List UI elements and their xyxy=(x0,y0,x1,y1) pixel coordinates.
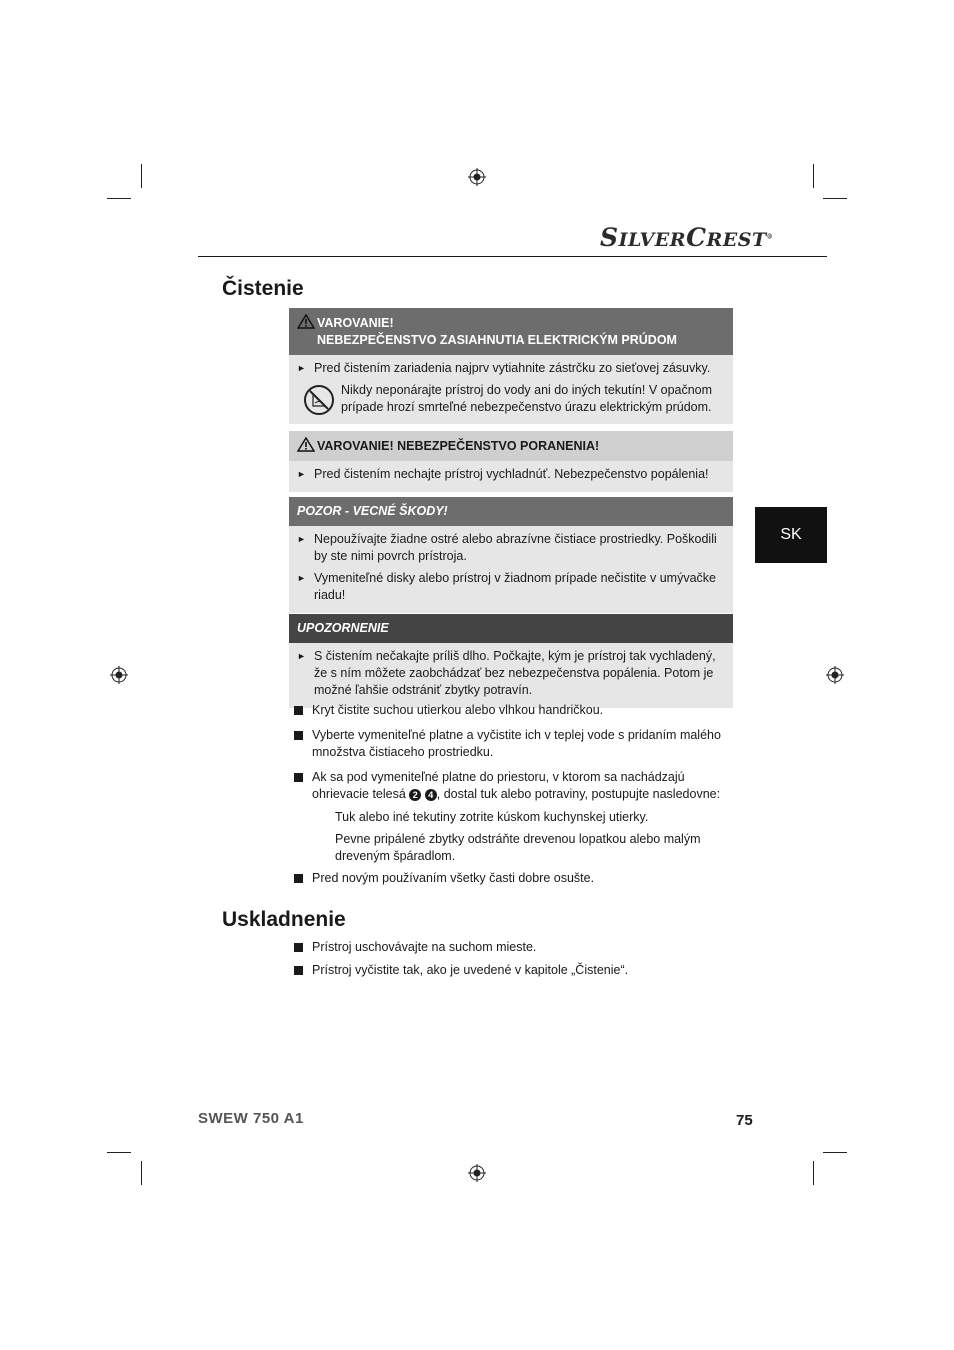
arrow-bullet-icon: ► xyxy=(297,534,306,544)
reference-number-badge: 4 xyxy=(425,789,437,801)
model-number: SWEW 750 A1 xyxy=(198,1110,304,1127)
list-item: ► S čistením nečakajte príliš dlho. Počkajte, kým je prístroj tak vychladený, že s ním môžete zaobchádzať bez nebezpečenstva popálenia. Potom je možné ľahšie odstrániť zbytky potravín. xyxy=(297,649,716,697)
list-item: Vyberte vymeniteľné platne a vyčistite ich v teplej vode s pridaním malého množstva čistiaceho prostriedku. xyxy=(294,727,734,761)
list-item: ► Nepoužívajte žiadne ostré alebo abrazívne čistiace prostriedky. Poškodili by ste nimi povrch prístroja. xyxy=(297,532,717,563)
list-item: ► Vymeniteľné disky alebo prístroj v žiadnom prípade nečistite v umývačke riadu! xyxy=(297,571,716,602)
arrow-bullet-icon: ► xyxy=(297,651,306,661)
crop-mark xyxy=(107,1152,131,1153)
crop-mark xyxy=(107,198,131,199)
square-bullet-icon xyxy=(294,731,303,740)
crop-mark xyxy=(823,198,847,199)
header-rule xyxy=(198,256,827,257)
crop-mark xyxy=(141,164,142,188)
square-bullet-icon xyxy=(294,966,303,975)
arrow-bullet-icon: ► xyxy=(297,573,306,583)
registration-mark-icon xyxy=(468,1164,486,1182)
storage-title: Uskladnenie xyxy=(222,908,346,931)
warning-triangle-icon xyxy=(297,437,315,452)
warning-electric-line1: VAROVANIE! xyxy=(317,316,394,330)
warning-electric-box xyxy=(289,308,733,424)
list-item: Ak sa pod vymeniteľné platne do priestoru, v ktorom sa nachádzajú ohrievacie telesá 2 4 , dostal tuk alebo potraviny, postupujte nasledovne: xyxy=(294,769,734,803)
caution-box xyxy=(289,497,733,613)
registration-mark-icon xyxy=(468,168,486,186)
warning-electric-header xyxy=(289,308,733,355)
sub-paragraph: Tuk alebo iné tekutiny zotrite kúskom kuchynskej utierky. xyxy=(335,810,649,824)
list-item: ► Pred čistením nechajte prístroj vychladnúť. Nebezpečenstvo popálenia! xyxy=(297,467,709,481)
cleaning-list xyxy=(294,702,734,887)
notice-box xyxy=(289,614,733,708)
list-item: Nikdy neponárajte prístroj do vody ani do iných tekutín! V opačnom prípade hrozí smrteľné nebezpečenstvo úrazu elektrickým prúdom. xyxy=(297,382,725,416)
crop-mark xyxy=(141,1161,142,1185)
caution-header: POZOR - VECNÉ ŠKODY! xyxy=(289,497,733,526)
sub-paragraph: Pevne pripálené zbytky odstráňte drevenou lopatkou alebo malým dreveným špáradlom. xyxy=(335,832,701,863)
reference-number-badge: 2 xyxy=(409,789,421,801)
list-item: Prístroj uschovávajte na suchom mieste. xyxy=(294,939,734,956)
crop-mark xyxy=(813,164,814,188)
square-bullet-icon xyxy=(294,706,303,715)
arrow-bullet-icon: ► xyxy=(297,469,306,479)
warning-injury-header: VAROVANIE! NEBEZPEČENSTVO PORANENIA! xyxy=(289,431,733,461)
warning-injury-box xyxy=(289,431,733,492)
warning-triangle-icon xyxy=(297,314,315,329)
crop-mark xyxy=(823,1152,847,1153)
list-item: Prístroj vyčistite tak, ako je uvedené v kapitole „Čistenie“. xyxy=(294,962,734,979)
notice-header: UPOZORNENIE xyxy=(289,614,733,643)
registration-mark-icon xyxy=(826,666,844,684)
warning-electric-line2: NEBEZPEČENSTVO ZASIAHNUTIA ELEKTRICKÝM PRÚDOM xyxy=(317,333,677,347)
registration-mark-icon xyxy=(110,666,128,684)
square-bullet-icon xyxy=(294,874,303,883)
list-item: Pred novým používaním všetky časti dobre osušte. xyxy=(294,870,734,887)
list-item: Kryt čistite suchou utierkou alebo vlhkou handričkou. xyxy=(294,702,734,719)
language-tab: SK xyxy=(755,507,827,563)
page-number: 75 xyxy=(736,1112,753,1129)
arrow-bullet-icon: ► xyxy=(297,363,306,373)
list-item: ► Pred čistením zariadenia najprv vytiahnite zástrčku zo sieťovej zásuvky. xyxy=(297,361,711,375)
square-bullet-icon xyxy=(294,773,303,782)
brand-logo: SILVERCREST® xyxy=(600,223,774,252)
cleaning-title: Čistenie xyxy=(222,277,304,300)
no-water-icon xyxy=(303,384,335,416)
storage-list xyxy=(294,939,734,979)
crop-mark xyxy=(813,1161,814,1185)
square-bullet-icon xyxy=(294,943,303,952)
